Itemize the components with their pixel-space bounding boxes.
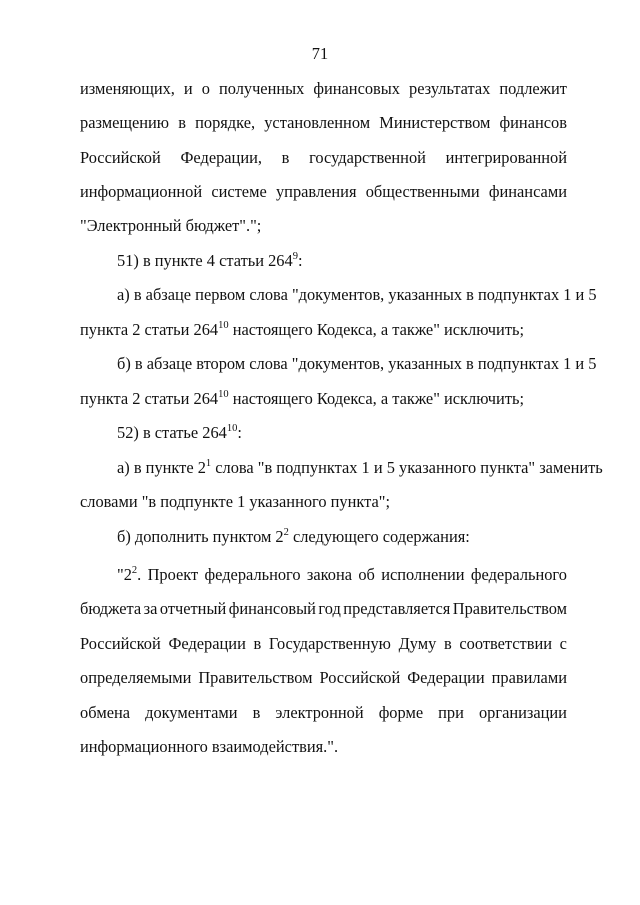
word: за xyxy=(143,599,158,618)
line-text: а) в пункте 2 xyxy=(117,458,206,477)
word: форме xyxy=(378,703,424,722)
text-line xyxy=(80,702,567,724)
text-line xyxy=(80,633,567,655)
word: финансовых xyxy=(313,79,400,98)
text-line xyxy=(80,147,567,169)
text-line xyxy=(80,181,567,203)
word: Федерации xyxy=(168,634,246,653)
line-text: б) дополнить пунктом 2 xyxy=(117,527,284,546)
word: закона xyxy=(306,565,353,584)
word: в xyxy=(281,148,290,167)
word: представляется xyxy=(343,599,451,618)
superscript: 2 xyxy=(283,526,289,538)
text-line: б) в абзаце втором слова "документов, указанных в подпунктах 1 и 5 xyxy=(117,354,597,373)
text-line xyxy=(117,250,567,272)
word: полученных xyxy=(218,79,305,98)
word: финансами xyxy=(488,182,567,201)
word: Государственную xyxy=(268,634,391,653)
word: электронной xyxy=(275,703,364,722)
superscript: 2 xyxy=(131,564,138,576)
line-text: следующего содержания: xyxy=(288,527,470,546)
word: в xyxy=(252,703,261,722)
text-line xyxy=(80,598,567,620)
text-line: информационного взаимодействия.". xyxy=(80,737,339,756)
text-line xyxy=(117,564,567,586)
line-text: пункта 2 статьи 264 xyxy=(80,389,219,408)
word: Федерации xyxy=(407,668,485,687)
text-line: "Электронный бюджет"."; xyxy=(80,216,262,235)
text-line xyxy=(117,526,567,548)
word: изменяющих, xyxy=(80,79,175,98)
word: Российской xyxy=(80,148,161,167)
text-line: словами "в подпункте 1 указанного пункта"; xyxy=(80,492,391,511)
word: правилами xyxy=(491,668,567,687)
superscript: 10 xyxy=(218,319,229,331)
text-line xyxy=(117,457,603,479)
word: документами xyxy=(145,703,238,722)
line-text: : xyxy=(237,423,242,442)
word: в xyxy=(178,113,186,132)
word: финансов xyxy=(499,113,567,132)
word: установленном xyxy=(264,113,371,132)
word: отчетный xyxy=(159,599,227,618)
word: бюджета xyxy=(80,599,142,618)
word: результатах xyxy=(409,79,491,98)
word: Российской xyxy=(319,668,401,687)
word: федерального xyxy=(470,565,567,584)
word: об xyxy=(358,565,375,584)
text-line xyxy=(80,388,567,410)
word: в xyxy=(253,634,262,653)
word: Правительством xyxy=(452,599,567,618)
line-text: : xyxy=(297,251,303,270)
word: при xyxy=(438,703,464,722)
word: порядке, xyxy=(195,113,256,132)
text-line xyxy=(80,78,567,100)
word: обмена xyxy=(80,703,131,722)
word: Министерством xyxy=(379,113,491,132)
word: год xyxy=(318,599,341,618)
word: и xyxy=(183,79,193,98)
text-line xyxy=(117,422,567,444)
word: финансовый xyxy=(228,599,316,618)
line-text: 51) в пункте 4 статьи 264 xyxy=(117,251,293,270)
word: интегрированной xyxy=(445,148,567,167)
text-line: а) в абзаце первом слова "документов, указанных в подпунктах 1 и 5 xyxy=(117,285,597,304)
word: размещению xyxy=(80,113,170,132)
line-text: 52) в статье 264 xyxy=(117,423,227,442)
word: о xyxy=(201,79,210,98)
text-line xyxy=(80,667,567,689)
line-text: пункта 2 статьи 264 xyxy=(80,320,219,339)
word: подлежит xyxy=(499,79,567,98)
superscript: 10 xyxy=(218,388,229,400)
word: с xyxy=(559,634,567,653)
superscript: 9 xyxy=(292,250,298,262)
word: государственной xyxy=(309,148,426,167)
word: организации xyxy=(478,703,567,722)
text-line xyxy=(80,319,567,341)
word: Правительством xyxy=(198,668,313,687)
line-text: "$2^2$. xyxy=(117,564,142,584)
page-number: 71 xyxy=(311,44,329,63)
word: в xyxy=(443,634,452,653)
word: информационной xyxy=(80,182,203,201)
word: управления xyxy=(275,182,357,201)
word: Российской xyxy=(80,634,161,653)
word: определяемыми xyxy=(80,668,192,687)
word: соответствии xyxy=(459,634,553,653)
superscript: 1 xyxy=(205,457,212,469)
word: Федерации, xyxy=(180,148,262,167)
text-line xyxy=(80,112,567,134)
superscript: 10 xyxy=(226,422,238,434)
word: системе xyxy=(211,182,267,201)
word: федерального xyxy=(204,565,301,584)
line-text: слова "в подпунктах 1 и 5 указанного пункта" заменить xyxy=(211,458,603,477)
word: Проект xyxy=(147,565,199,584)
word: Думу xyxy=(398,634,437,653)
line-text: настоящего Кодекса, а также" исключить; xyxy=(228,320,525,339)
line-text: настоящего Кодекса, а также" исключить; xyxy=(228,389,525,408)
word: общественными xyxy=(365,182,480,201)
word: исполнении xyxy=(381,565,465,584)
